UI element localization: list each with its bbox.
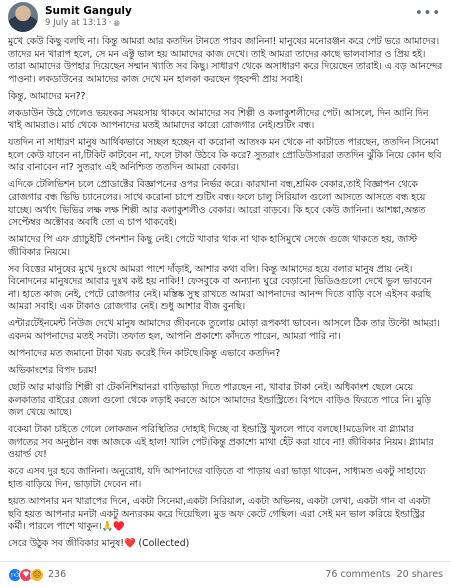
separator-dot: · xyxy=(108,18,112,28)
post-footer xyxy=(0,561,451,587)
sad-icon: ☹ xyxy=(30,568,44,582)
post-subline xyxy=(45,18,132,29)
like-icon: 👍︎ xyxy=(8,568,22,582)
post-paragraph: বকেয়া টাকা চাইতে গেলে লোকজন পরিস্থিতির দোহাই দিচ্ছে বা ইন্ডাস্ট্রি খুললে পাবে বলছে!!মডেলিং বা গ্ল্যামার জগতের সব অনুষ্ঠান বন্ধ আজকে এই হাল! খালি পেট।কিন্তু প্রকাশ্যে মাথা হেঁট করা যাবে না! জীবিকার নিয়ম। গ্ল্যামার ওয়ার্ল্ড যে! xyxy=(8,424,434,461)
post-paragraph: এদিকে টেলিভিশন চলে প্রোডাক্টের বিজ্ঞাপনের ওপর নির্ভর করে। কারখানা বন্ধ,শ্রমিক বেকার,তাই বিজ্ঞাপন থেকে রোজগার বন্ধ ভিভি চ্যানেলের। সাথে করোনা চাপে শুটিং বন্ধ। ফলে চালু সিরিয়াল গুলো আসতে আসতে বন্ধ হয়ে যাচ্ছে। অর্থাৎ ভিভির লক্ষ লক্ষ শিল্পী আর কলাকুশলীও বেকার। আরো বাড়বে। কি হবে কেউ জানিনা। আশঙ্কা,অন্তত সেপ্টেম্বর অক্টোবর অবধি তো এ চাপ থাকবেই। xyxy=(8,179,426,229)
engagement-counts xyxy=(325,569,443,580)
comments-count[interactable]: 76 comments xyxy=(325,569,391,580)
post-paragraph: ছোট আর মাঝারি শিল্পী বা টেকনিশিয়ানরা বাড়িভাড়া দিতে পারছেন না, খাবার টাকা নেই। অধিকাংশ ছেলে মেয়ে কলকাতার বাইরের জেলা গুলো থেকে লড়াই করতে আসে আমাদের ইন্ডাস্ট্রিতে। বিপদে বাড়িও ফিরতে পারে নি। মুড়ি জল খেয়ে আছে। xyxy=(8,382,431,419)
reaction-count[interactable]: 236 xyxy=(48,569,67,580)
post-paragraph: এন্টারটেইনমেন্ট নিউজ দেখে মানুষ আমাদের জীবনকে তুলোয় মোড়া রূপকথা ভাবেন। আসলে ঠিক তার উল্টো আমরা। একদম আপনাদের মতই সবটা। তফাত হল, আপনি প্রকাশ্যে কাঁদতে পারেন, আমরা পারি না। xyxy=(8,318,440,342)
post-paragraph: কবে এসব দুর হবে জানিনা। অনুরোধ, যদি আপনাদের বাড়িতে বা পাড়ায় এরা ভাড়া থাকেন, সাধ্যমত একটু সাহায্যে হাত বাড়িয়ে দিন, ভাড়াটা দেবেন না। xyxy=(8,466,426,490)
post-paragraph: সব বিত্তের মানুষের মুখে দুঃখে আমরা পাশে দাঁড়াই, আশার কথা বলি। কিন্তু আমাদের হয়ে বলার মানুষ প্রায় নেই। বিনোদনের মানুষদের আবার দুঃখ কষ্ট হয় নাকি!! ফেসবুকে বা অন্যান্য ঘুরে বেড়ানো ভিডিওগুলো দেখে ভুল ভাববেন না। হাতে কাজ নেই, পেটে রোজগার নেই। মস্তিষ্ক সুস্থ রাখতে আমরা আপনাদের আনন্দ দিতে বাড়ি বসে এইসব করছি আমরা সবাই। এক টাকাও রোজগার নেই। শুধু আশার বীজ বুনছি। xyxy=(8,263,432,313)
post-header xyxy=(0,0,451,34)
post-paragraph: আমাদের পি এফ গ্র্যাচুইটি পেনশান কিছু নেই। পেটে খাবার থাক না থাক হাসিমুখে সেজে গুজে থাকতে হয়, জাস্ট জীবিকার নিয়মে। xyxy=(8,234,417,258)
globe-icon: 🌐︎ xyxy=(113,19,120,28)
post-paragraph: অভিকাংশের বিপদ চরম! xyxy=(8,365,98,377)
post-paragraph: কিন্তু, আমাদের মন?? xyxy=(8,90,86,102)
more-options-icon[interactable]: ••• xyxy=(414,6,441,21)
post-paragraph: যতদিন না সাধারণ মানুষ আর্থিকভাবে সচ্ছল হচ্ছেন বা করোনা আতংক মন থেকে না কাটাতে পারছেন, ততদিন সিনেমা হলে কেউ যাবেন না,টিকিট কাটবেন না, ফলে টাকা উঠবে কি করে? সুতরাং প্রোডিউসাররা ততদিন ঝুঁকি নিয়ে কোন ছবি আর বানাবেন না? সুতরাং এই অনিশ্চিত ততদিন আমরা বেকার। xyxy=(8,137,442,174)
post-paragraph: লকডাউন উঠে গেলেও ভয়ংকর সময়সায় থাকবে আমাদের সব শিল্পী ও কলাকুশলীদের পেট। আসলে, দিন আনি দিন খাই আমরাও। মার্চ থেকে আপনাদের মতই আমাদের কারো রোজগার নেই।শুটিং বন্ধ। xyxy=(8,107,429,132)
post-timestamp[interactable]: 9 July at 13:13 xyxy=(45,18,107,28)
post-paragraph: আপনাদের মত জমানো টাকা খরচ করেই দিন কাটছে।কিন্তু এভাবে কতদিন? xyxy=(8,348,281,360)
avatar[interactable] xyxy=(8,2,38,32)
reactions-summary[interactable] xyxy=(8,568,66,582)
shares-count[interactable]: 20 shares xyxy=(396,569,443,580)
post-meta xyxy=(45,5,132,29)
author-name[interactable]: Sumit Ganguly xyxy=(45,5,132,17)
love-icon: ♥ xyxy=(19,568,33,582)
post-paragraph: মুখে কেউ কিছু বলছি না। কিন্তু আমরা আর কতদিন টানতে পারব জানিনা! মানুষের মনোরঞ্জন করে পেট ভরে আমাদের। তাদের মন খারাপ হলে, সে মন এক্টু ভাল হয় আমাদের কাজ দেখে। তাই আমরা তাদের কাছে ভালবাসার ও প্রিয় হই। তারা আমাদের উপহার দিয়েছেন সম্মান খ্যাতি সব কিছু। সাধারণ থেকে অসাধারণ করে দিয়েছেন তারাই। এ বড় আনন্দের পাওনা। লকডাউনের আমাদের কাজ দেখে মন হালকা করছেন গৃহবন্দী প্রায় সবাই। xyxy=(8,36,443,85)
post-paragraph: সেরে উঠুক সব জীবিকার মানুষ!❤️ (Collected) xyxy=(8,538,190,550)
post-paragraph: হয়ত আপনার মন খারাপের দিনে, একটা সিনেমা,একটা সিরিয়াল, একটা অভিনয়, একটা লেখা, একটা গান বা একটা ছবি হয়ত আপনার মনটা একটু অন্যরকম করে দিয়েছিল। মুড অফ কেটে গেছিল। এরা সেই মন ভাল করিয়ে ইন্ডাস্ট্রির কর্মী। পারলে পাশে থাকুন।🙏♥️ xyxy=(8,496,431,533)
post-body xyxy=(0,34,451,558)
